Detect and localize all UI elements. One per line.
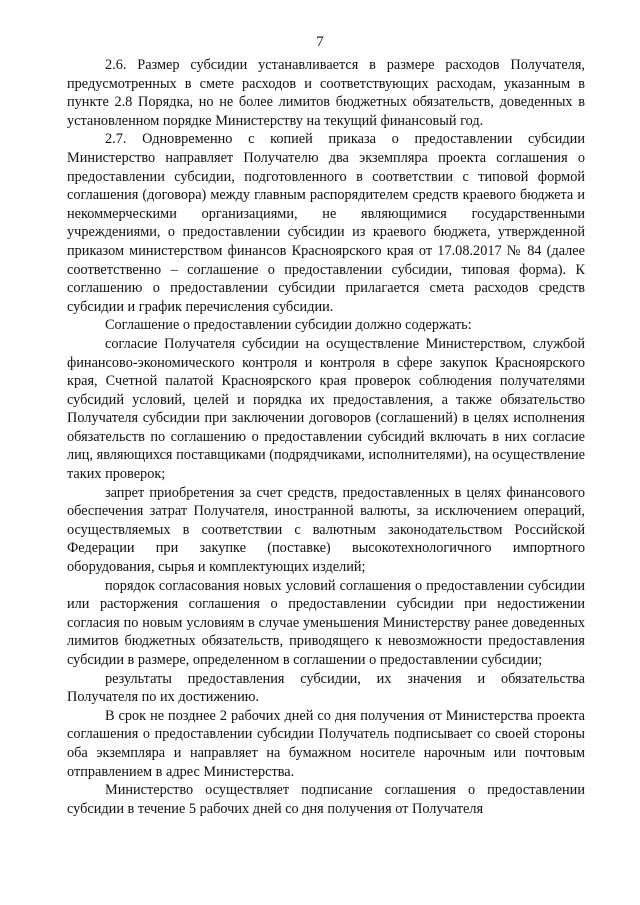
paragraph-agreement-contents: Соглашение о предоставлении субсидии должно содержать: (105, 317, 472, 334)
paragraph-consent: согласие Получателя субсидии на осуществление Министерством, службой финансово-экономического контроля и контроля в сфере закупок Красноярского края, Счетной палатой Красноярского края проверок соблюдения получателями субсидий условий, целей и порядка их предоставления, а также обязательство Получателя субсидии при заключении договоров (соглашений) в целях исполнения обязательств по соглашению о предоставлении субсидий включать в них согласие лиц, являющихся поставщиками (подрядчиками, исполнителями), на осуществление таких проверок; (67, 335, 585, 483)
paragraph-signing-deadline: В срок не позднее 2 рабочих дней со дня получения от Министерства проекта соглашения о предоставлении субсидии Получатель подписывает со своей стороны оба экземпляра и направляет на бумажном носителе нарочным или почтовым отправлением в адрес Министерства. (67, 707, 585, 780)
page-number: 7 (316, 34, 324, 50)
document-body (67, 56, 585, 818)
paragraph-2-7: 2.7. Одновременно с копией приказа о предоставлении субсидии Министерство направляет Получателю два экземпляра проекта соглашения о предоставлении субсидии, подготовленного в соответствии с типовой формой соглашения (договора) между главным распорядителем средств краевого бюджета и некоммерческими организациями, не являющимися государственными учреждениями, о предоставлении субсидии из краевого бюджета, утвержденной приказом министерством финансов Красноярского края от 17.08.2017 № 84 (далее соответственно – соглашение о предоставлении субсидии, типовая форма). К соглашению о предоставлении субсидии прилагается смета расходов средств субсидии и график перечисления субсидии. (67, 131, 585, 315)
paragraph-ministry-signing: Министерство осуществляет подписание соглашения о предоставлении субсидии в течение 5 рабочих дней со дня получения от Получателя (67, 782, 585, 817)
paragraph-currency-ban: запрет приобретения за счет средств, предоставленных в целях финансового обеспечения затрат Получателя, иностранной валюты, за исключением операций, осуществляемых в соответствии с валютным законодательством Российской Федерации при закупке (поставке) высокотехнологичного импортного оборудования, сырья и комплектующих изделий; (67, 484, 585, 576)
paragraph-results: результаты предоставления субсидии, их значения и обязательства Получателя по их достижению. (67, 670, 585, 706)
paragraph-2-6: 2.6. Размер субсидии устанавливается в размере расходов Получателя, предусмотренных в смете расходов и соответствующих расходам, указанным в пункте 2.8 Порядка, но не более лимитов бюджетных обязательств, доведенных в установленном порядке Министерству на текущий финансовый год. (67, 57, 585, 129)
paragraph-approval-order: порядок согласования новых условий соглашения о предоставлении субсидии или расторжения соглашения о предоставлении субсидии при недостижении согласия по новым условиям в случае уменьшения Министерству ранее доведенных лимитов бюджетных обязательств, приводящего к невозможности предоставления субсидии в размере, определенном в соглашении о предоставлении субсидии; (67, 577, 585, 668)
